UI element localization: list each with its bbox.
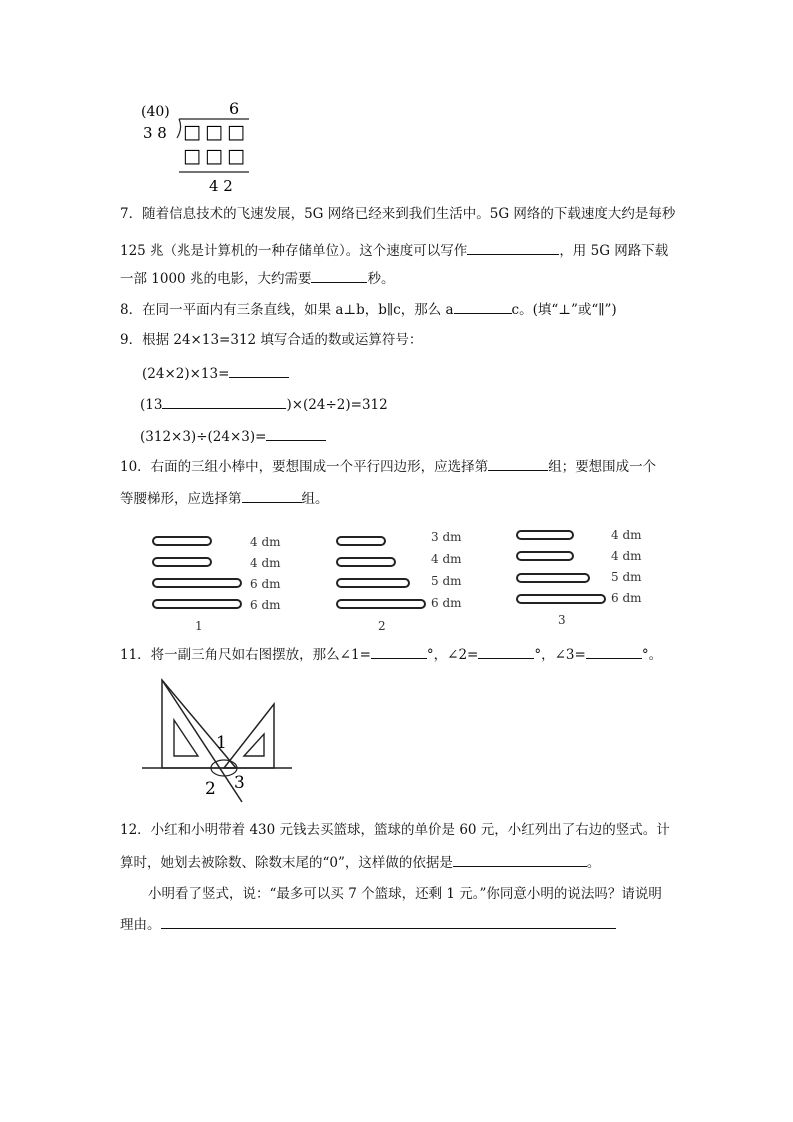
long-division-figure: [135, 96, 265, 196]
product-box-1: □: [183, 145, 201, 167]
stick-g2-4: [337, 600, 425, 608]
stick-g1-2: [153, 558, 211, 566]
stick-g2-2: [337, 558, 395, 566]
stick-g2-length-2: 4 dm: [431, 552, 462, 566]
stick-g1-4: [153, 600, 241, 608]
dividend-box-1: □: [183, 121, 201, 143]
product-box-3: □: [227, 145, 245, 167]
stick-g3-1: [517, 531, 573, 539]
stick-g2-3: [337, 579, 409, 587]
q10-answer-blank-1[interactable]: [488, 456, 548, 471]
q7-line-3: 一部 1000 兆的电影，大约需要 秒。: [120, 268, 394, 289]
angle-label-3: 3: [234, 773, 245, 793]
q8-line: 8．在同一平面内有三条直线，如果 a⊥b，b∥c，那么 a c。(填“⊥”或“∥”): [120, 299, 617, 320]
long-division-svg: [135, 96, 265, 196]
stick-group-3: [517, 528, 642, 627]
q9-answer-blank-3[interactable]: [266, 426, 326, 441]
dividend-box-3: □: [227, 121, 245, 143]
stick-g2-length-4: 6 dm: [431, 596, 462, 610]
stick-g2-label: 2: [378, 619, 386, 633]
stick-g1-length-1: 4 dm: [250, 535, 281, 549]
stick-g2-length-1: 3 dm: [431, 530, 462, 544]
stick-g3-length-1: 4 dm: [611, 528, 642, 542]
q12-line-2: 算时，她划去被除数、除数末尾的“0”，这样做的依据是 。: [120, 852, 600, 873]
stick-g1-1: [153, 537, 211, 545]
q12-line-4: 理由。: [120, 914, 616, 935]
q7-line-2: 125 兆（兆是计算机的一种存储单位）。这个速度可以写作 ，用 5G 网路下载: [120, 240, 668, 261]
stick-g3-length-4: 6 dm: [611, 591, 642, 605]
stick-g3-2: [517, 552, 573, 560]
q7-answer-blank-1[interactable]: [467, 240, 559, 255]
q12-line-1: 12．小红和小明带着 430 元钱去买篮球，篮球的单价是 60 元，小红列出了右边的竖式。计: [120, 822, 670, 838]
stick-g1-length-4: 6 dm: [250, 598, 281, 612]
q9-answer-blank-1[interactable]: [229, 363, 289, 378]
stick-g3-3: [517, 574, 589, 582]
q12-answer-blank-1[interactable]: [453, 852, 587, 867]
triangle-rulers-svg: [140, 674, 300, 806]
stick-groups-svg: [145, 524, 665, 636]
stick-g1-length-2: 4 dm: [250, 556, 281, 570]
division-quotient-note: (40): [141, 104, 170, 120]
stick-g3-length-2: 4 dm: [611, 549, 642, 563]
stick-g3-4: [517, 595, 605, 603]
q8-answer-blank[interactable]: [454, 299, 512, 314]
stick-group-2: [337, 530, 462, 633]
angle-label-2: 2: [205, 779, 216, 799]
q10-answer-blank-2[interactable]: [242, 488, 302, 503]
stick-group-1: [153, 535, 281, 633]
stick-g1-length-3: 6 dm: [250, 577, 281, 591]
q10-line-2: 等腰梯形，应选择第 组。: [120, 488, 329, 509]
q12-line-3: 小明看了竖式，说：“最多可以买 7 个篮球，还剩 1 元。”你同意小明的说法吗？请说明: [148, 886, 662, 902]
angle-label-1: 1: [216, 733, 227, 753]
q9-row-1: (24×2)×13=: [142, 363, 289, 384]
stick-g2-1: [337, 537, 385, 545]
stick-g3-label: 3: [558, 613, 566, 627]
q9-title: 9．根据 24×13=312 填写合适的数或运算符号：: [120, 332, 423, 348]
stick-g3-length-3: 5 dm: [611, 570, 642, 584]
stick-g2-length-3: 5 dm: [431, 574, 462, 588]
q11-line: 11．将一副三角尺如右图摆放，那么∠1= °，∠2= °，∠3= °。: [120, 644, 662, 665]
q7-line-1: 7．随着信息技术的飞速发展，5G 网络已经来到我们生活中。5G 网络的下载速度大约是每秒: [120, 206, 676, 222]
q9-row-3: (312×3)÷(24×3)=: [140, 426, 326, 447]
q12-reason-blank[interactable]: [161, 914, 616, 929]
stick-groups-figure: [145, 524, 665, 636]
division-divisor: 3 8: [143, 124, 167, 142]
dividend-box-2: □: [205, 121, 223, 143]
q9-answer-blank-2[interactable]: [162, 394, 286, 409]
q11-answer-blank-2[interactable]: [478, 644, 534, 659]
q10-line-1: 10．右面的三组小棒中，要想围成一个平行四边形，应选择第 组；要想围成一个: [120, 456, 656, 477]
stick-g1-3: [153, 579, 241, 587]
division-quotient: 6: [229, 99, 240, 118]
stick-g1-label: 1: [195, 619, 203, 633]
q7-answer-blank-2[interactable]: [311, 268, 367, 283]
q9-row-2: (13 )×(24÷2)=312: [140, 394, 388, 415]
triangle-rulers-figure: [140, 674, 300, 806]
division-remainder: 4 2: [209, 177, 233, 195]
q11-answer-blank-1[interactable]: [371, 644, 427, 659]
product-box-2: □: [205, 145, 223, 167]
q11-answer-blank-3[interactable]: [586, 644, 642, 659]
